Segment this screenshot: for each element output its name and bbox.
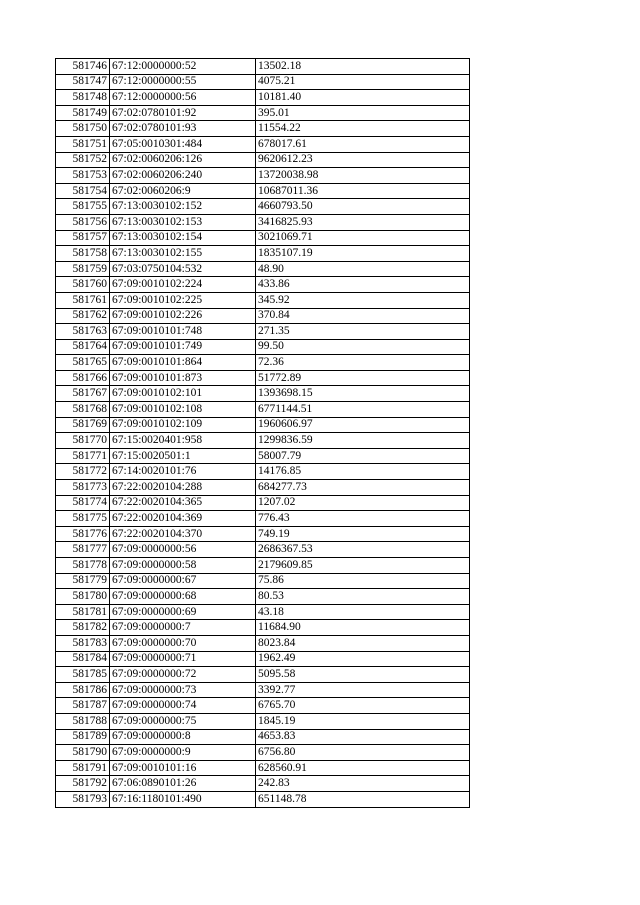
cadastral-number-cell: 67:09:0000000:56 xyxy=(110,542,256,558)
row-id-cell: 581776 xyxy=(56,526,110,542)
row-id-cell: 581763 xyxy=(56,324,110,340)
table-row xyxy=(56,246,470,262)
value-cell: 1960606.97 xyxy=(256,417,470,433)
value-cell: 628560.91 xyxy=(256,760,470,776)
row-id-cell: 581761 xyxy=(56,292,110,308)
cadastral-number-cell: 67:09:0010102:109 xyxy=(110,417,256,433)
value-cell: 4653.83 xyxy=(256,729,470,745)
table-row xyxy=(56,339,470,355)
cadastral-number-cell: 67:09:0000000:9 xyxy=(110,745,256,761)
value-cell: 6756.80 xyxy=(256,745,470,761)
table-row xyxy=(56,152,470,168)
cadastral-number-cell: 67:09:0010102:224 xyxy=(110,277,256,293)
table-row xyxy=(56,729,470,745)
value-cell: 11554.22 xyxy=(256,121,470,137)
row-id-cell: 581777 xyxy=(56,542,110,558)
cadastral-number-cell: 67:09:0000000:8 xyxy=(110,729,256,745)
row-id-cell: 581774 xyxy=(56,495,110,511)
value-cell: 2179609.85 xyxy=(256,558,470,574)
value-cell: 5095.58 xyxy=(256,667,470,683)
table-body xyxy=(56,59,470,808)
table-row xyxy=(56,136,470,152)
row-id-cell: 581772 xyxy=(56,464,110,480)
row-id-cell: 581756 xyxy=(56,214,110,230)
cadastral-number-cell: 67:12:0000000:56 xyxy=(110,90,256,106)
cadastral-number-cell: 67:09:0010102:226 xyxy=(110,308,256,324)
cadastral-number-cell: 67:09:0000000:69 xyxy=(110,604,256,620)
value-cell: 776.43 xyxy=(256,511,470,527)
row-id-cell: 581788 xyxy=(56,713,110,729)
table-row xyxy=(56,635,470,651)
row-id-cell: 581789 xyxy=(56,729,110,745)
row-id-cell: 581787 xyxy=(56,698,110,714)
row-id-cell: 581752 xyxy=(56,152,110,168)
cadastral-number-cell: 67:09:0000000:73 xyxy=(110,682,256,698)
table-row xyxy=(56,168,470,184)
row-id-cell: 581782 xyxy=(56,620,110,636)
row-id-cell: 581748 xyxy=(56,90,110,106)
row-id-cell: 581759 xyxy=(56,261,110,277)
row-id-cell: 581775 xyxy=(56,511,110,527)
value-cell: 58007.79 xyxy=(256,448,470,464)
row-id-cell: 581749 xyxy=(56,105,110,121)
value-cell: 48.90 xyxy=(256,261,470,277)
table-row xyxy=(56,620,470,636)
table-row xyxy=(56,589,470,605)
cadastral-number-cell: 67:22:0020104:369 xyxy=(110,511,256,527)
value-cell: 345.92 xyxy=(256,292,470,308)
table-row xyxy=(56,74,470,90)
value-cell: 242.83 xyxy=(256,776,470,792)
value-cell: 1835107.19 xyxy=(256,246,470,262)
table-row xyxy=(56,745,470,761)
cadastral-number-cell: 67:03:0750104:532 xyxy=(110,261,256,277)
value-cell: 75.86 xyxy=(256,573,470,589)
table-row xyxy=(56,713,470,729)
cadastral-number-cell: 67:15:0020401:958 xyxy=(110,433,256,449)
table-row xyxy=(56,433,470,449)
cadastral-number-cell: 67:02:0780101:92 xyxy=(110,105,256,121)
table-row xyxy=(56,667,470,683)
row-id-cell: 581781 xyxy=(56,604,110,620)
row-id-cell: 581784 xyxy=(56,651,110,667)
table-row xyxy=(56,542,470,558)
cadastral-number-cell: 67:22:0020104:370 xyxy=(110,526,256,542)
row-id-cell: 581773 xyxy=(56,480,110,496)
row-id-cell: 581766 xyxy=(56,370,110,386)
row-id-cell: 581753 xyxy=(56,168,110,184)
table-row xyxy=(56,308,470,324)
value-cell: 4660793.50 xyxy=(256,199,470,215)
table-row xyxy=(56,495,470,511)
cadastral-number-cell: 67:15:0020501:1 xyxy=(110,448,256,464)
row-id-cell: 581754 xyxy=(56,183,110,199)
cadastral-number-cell: 67:02:0060206:240 xyxy=(110,168,256,184)
row-id-cell: 581755 xyxy=(56,199,110,215)
table-row xyxy=(56,558,470,574)
cadastral-number-cell: 67:02:0060206:9 xyxy=(110,183,256,199)
table-row xyxy=(56,121,470,137)
cadastral-number-cell: 67:09:0000000:58 xyxy=(110,558,256,574)
table-row xyxy=(56,183,470,199)
row-id-cell: 581779 xyxy=(56,573,110,589)
cadastral-number-cell: 67:05:0010301:484 xyxy=(110,136,256,152)
table-row xyxy=(56,573,470,589)
row-id-cell: 581765 xyxy=(56,355,110,371)
row-id-cell: 581769 xyxy=(56,417,110,433)
table-row xyxy=(56,464,470,480)
value-cell: 4075.21 xyxy=(256,74,470,90)
cadastral-number-cell: 67:09:0010101:748 xyxy=(110,324,256,340)
cadastral-number-cell: 67:09:0010101:864 xyxy=(110,355,256,371)
table-row xyxy=(56,230,470,246)
value-cell: 1299836.59 xyxy=(256,433,470,449)
table-row xyxy=(56,105,470,121)
value-cell: 99.50 xyxy=(256,339,470,355)
cadastral-number-cell: 67:09:0000000:68 xyxy=(110,589,256,605)
value-cell: 10181.40 xyxy=(256,90,470,106)
row-id-cell: 581757 xyxy=(56,230,110,246)
value-cell: 6771144.51 xyxy=(256,402,470,418)
table-row xyxy=(56,324,470,340)
value-cell: 3416825.93 xyxy=(256,214,470,230)
table-row xyxy=(56,199,470,215)
value-cell: 11684.90 xyxy=(256,620,470,636)
table-row xyxy=(56,417,470,433)
table-row xyxy=(56,698,470,714)
table-row xyxy=(56,277,470,293)
cadastral-number-cell: 67:09:0000000:70 xyxy=(110,635,256,651)
row-id-cell: 581751 xyxy=(56,136,110,152)
table-row xyxy=(56,776,470,792)
row-id-cell: 581760 xyxy=(56,277,110,293)
value-cell: 43.18 xyxy=(256,604,470,620)
table-row xyxy=(56,526,470,542)
table-row xyxy=(56,402,470,418)
value-cell: 13502.18 xyxy=(256,59,470,75)
cadastral-number-cell: 67:13:0030102:154 xyxy=(110,230,256,246)
table-row xyxy=(56,448,470,464)
row-id-cell: 581771 xyxy=(56,448,110,464)
cadastral-number-cell: 67:12:0000000:55 xyxy=(110,74,256,90)
value-cell: 51772.89 xyxy=(256,370,470,386)
cadastral-number-cell: 67:09:0000000:74 xyxy=(110,698,256,714)
cadastral-number-cell: 67:09:0010101:873 xyxy=(110,370,256,386)
value-cell: 72.36 xyxy=(256,355,470,371)
cadastral-number-cell: 67:12:0000000:52 xyxy=(110,59,256,75)
value-cell: 14176.85 xyxy=(256,464,470,480)
value-cell: 271.35 xyxy=(256,324,470,340)
cadastral-number-cell: 67:13:0030102:152 xyxy=(110,199,256,215)
table-row xyxy=(56,214,470,230)
cadastral-number-cell: 67:06:0890101:26 xyxy=(110,776,256,792)
row-id-cell: 581762 xyxy=(56,308,110,324)
cadastral-number-cell: 67:02:0780101:93 xyxy=(110,121,256,137)
row-id-cell: 581780 xyxy=(56,589,110,605)
value-cell: 80.53 xyxy=(256,589,470,605)
row-id-cell: 581764 xyxy=(56,339,110,355)
value-cell: 3392.77 xyxy=(256,682,470,698)
value-cell: 370.84 xyxy=(256,308,470,324)
table-row xyxy=(56,604,470,620)
value-cell: 1207.02 xyxy=(256,495,470,511)
row-id-cell: 581768 xyxy=(56,402,110,418)
value-cell: 13720038.98 xyxy=(256,168,470,184)
cadastral-number-cell: 67:22:0020104:288 xyxy=(110,480,256,496)
value-cell: 395.01 xyxy=(256,105,470,121)
cadastral-number-cell: 67:09:0000000:7 xyxy=(110,620,256,636)
cadastral-number-cell: 67:09:0010102:101 xyxy=(110,386,256,402)
value-cell: 651148.78 xyxy=(256,791,470,807)
row-id-cell: 581783 xyxy=(56,635,110,651)
table-row xyxy=(56,90,470,106)
cadastral-number-cell: 67:09:0010102:225 xyxy=(110,292,256,308)
value-cell: 6765.70 xyxy=(256,698,470,714)
row-id-cell: 581758 xyxy=(56,246,110,262)
row-id-cell: 581790 xyxy=(56,745,110,761)
table-row xyxy=(56,292,470,308)
row-id-cell: 581786 xyxy=(56,682,110,698)
cadastral-number-cell: 67:14:0020101:76 xyxy=(110,464,256,480)
cadastral-number-cell: 67:09:0010101:749 xyxy=(110,339,256,355)
row-id-cell: 581750 xyxy=(56,121,110,137)
value-cell: 10687011.36 xyxy=(256,183,470,199)
value-cell: 2686367.53 xyxy=(256,542,470,558)
cadastral-number-cell: 67:09:0000000:72 xyxy=(110,667,256,683)
cadastral-number-cell: 67:16:1180101:490 xyxy=(110,791,256,807)
cadastral-number-cell: 67:09:0010102:108 xyxy=(110,402,256,418)
table-row xyxy=(56,355,470,371)
table-row xyxy=(56,511,470,527)
cadastral-number-cell: 67:09:0000000:67 xyxy=(110,573,256,589)
value-cell: 749.19 xyxy=(256,526,470,542)
value-cell: 1393698.15 xyxy=(256,386,470,402)
table-row xyxy=(56,760,470,776)
cadastral-number-cell: 67:13:0030102:153 xyxy=(110,214,256,230)
table-row xyxy=(56,791,470,807)
row-id-cell: 581767 xyxy=(56,386,110,402)
row-id-cell: 581793 xyxy=(56,791,110,807)
value-cell: 678017.61 xyxy=(256,136,470,152)
row-id-cell: 581746 xyxy=(56,59,110,75)
table-row xyxy=(56,682,470,698)
cadastral-number-cell: 67:09:0010101:16 xyxy=(110,760,256,776)
cadastral-number-cell: 67:22:0020104:365 xyxy=(110,495,256,511)
row-id-cell: 581785 xyxy=(56,667,110,683)
table-row xyxy=(56,651,470,667)
table-row xyxy=(56,480,470,496)
row-id-cell: 581747 xyxy=(56,74,110,90)
table-row xyxy=(56,59,470,75)
cadastral-number-cell: 67:13:0030102:155 xyxy=(110,246,256,262)
row-id-cell: 581778 xyxy=(56,558,110,574)
value-cell: 9620612.23 xyxy=(256,152,470,168)
value-cell: 433.86 xyxy=(256,277,470,293)
value-cell: 684277.73 xyxy=(256,480,470,496)
cadastral-number-cell: 67:02:0060206:126 xyxy=(110,152,256,168)
table-row xyxy=(56,261,470,277)
value-cell: 1962.49 xyxy=(256,651,470,667)
table-row xyxy=(56,386,470,402)
value-cell: 8023.84 xyxy=(256,635,470,651)
row-id-cell: 581770 xyxy=(56,433,110,449)
cadastral-number-cell: 67:09:0000000:71 xyxy=(110,651,256,667)
value-cell: 1845.19 xyxy=(256,713,470,729)
row-id-cell: 581792 xyxy=(56,776,110,792)
table-row xyxy=(56,370,470,386)
row-id-cell: 581791 xyxy=(56,760,110,776)
cadastral-number-cell: 67:09:0000000:75 xyxy=(110,713,256,729)
value-cell: 3021069.71 xyxy=(256,230,470,246)
data-table xyxy=(55,58,470,808)
